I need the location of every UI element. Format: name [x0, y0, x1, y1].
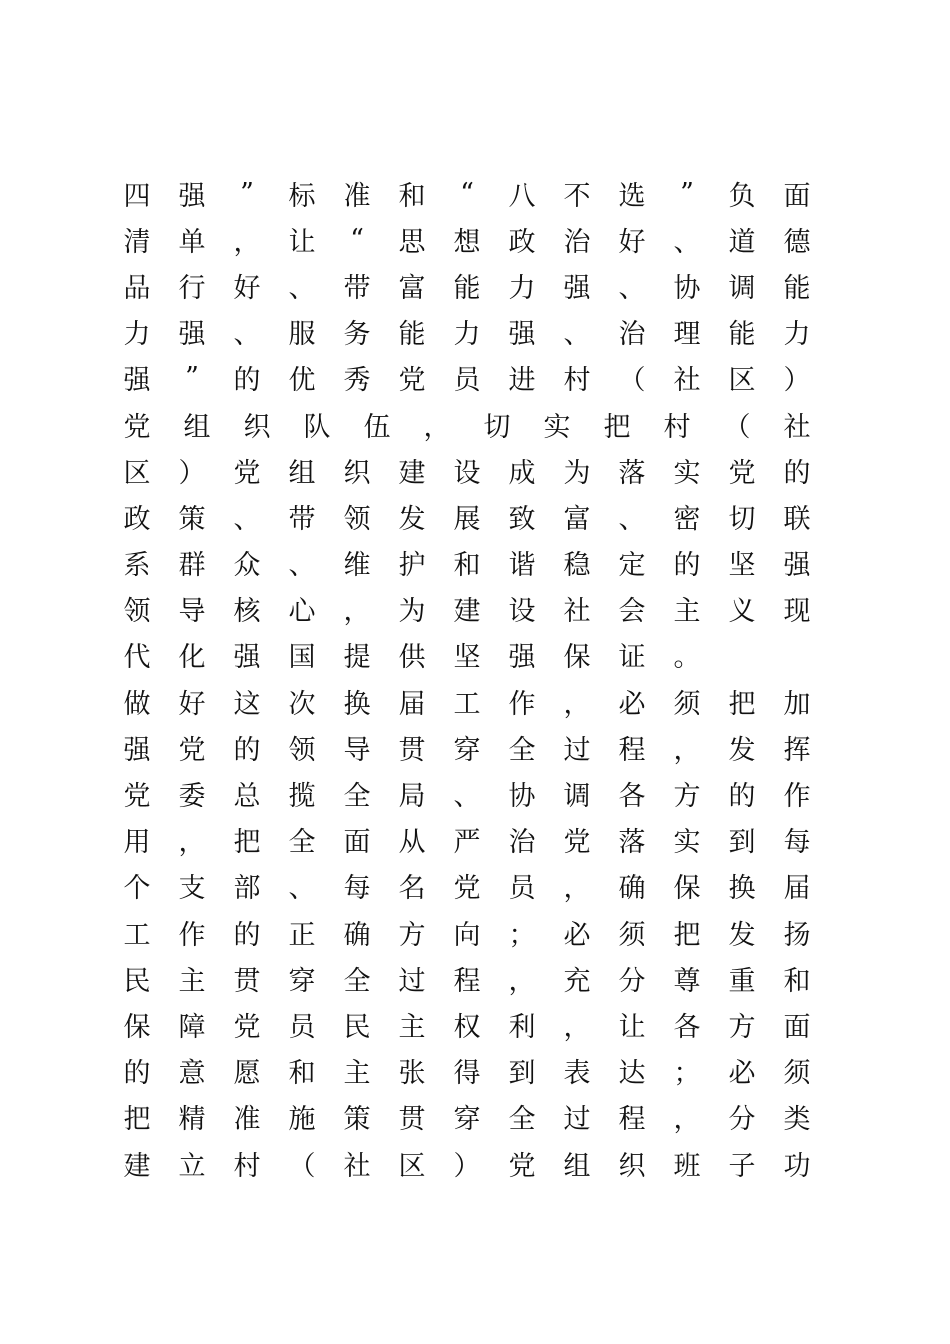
text-line: 代 化 强 国 提 供 坚 强 保 证 。	[123, 642, 701, 674]
text-line: 党 组 织 队 伍 ， 切 实 把 村 （ 社	[123, 411, 811, 443]
text-line: 党 委 总 揽 全 局 、 协 调 各 方 的 作	[123, 781, 811, 813]
text-line: 领 导 核 心 ， 为 建 设 社 会 主 义 现	[123, 596, 811, 628]
text-line: 用 ， 把 全 面 从 严 治 党 落 实 到 每	[123, 827, 811, 859]
text-line: 个 支 部 、 每 名 党 员 ， 确 保 换 届	[123, 873, 811, 905]
text-line: 清 单 ， 让 “ 思 想 政 治 好 、 道 德	[123, 223, 811, 258]
text-line: 力 强 、 服 务 能 力 强 、 治 理 能 力	[123, 319, 811, 351]
text-line: 品 行 好 、 带 富 能 力 强 、 协 调 能	[123, 272, 811, 304]
text-line: 做 好 这 次 换 届 工 作 ， 必 须 把 加	[123, 688, 811, 720]
text-line: 政 策 、 带 领 发 展 致 富 、 密 切 联	[123, 503, 811, 535]
text-line: 区 ） 党 组 织 建 设 成 为 落 实 党 的	[123, 457, 811, 489]
text-line: 强 党 的 领 导 贯 穿 全 过 程 ， 发 挥	[123, 734, 811, 766]
body-text	[122, 170, 812, 1186]
text-line: 保 障 党 员 民 主 权 利 ， 让 各 方 面	[123, 1011, 811, 1043]
text-line: 建 立 村 （ 社 区 ） 党 组 织 班 子 功	[123, 1150, 811, 1182]
text-line: 的 意 愿 和 主 张 得 到 表 达 ； 必 须	[123, 1058, 811, 1090]
text-line: 四 强 ” 标 准 和 “ 八 不 选 ” 负 面	[123, 177, 811, 212]
text-line: 把 精 准 施 策 贯 穿 全 过 程 ， 分 类	[123, 1104, 811, 1136]
text-line: 强 ” 的 优 秀 党 员 进 村 （ 社 区 ）	[123, 362, 811, 397]
text-line: 工 作 的 正 确 方 向 ； 必 须 把 发 扬	[123, 919, 811, 951]
text-line: 民 主 贯 穿 全 过 程 ， 充 分 尊 重 和	[123, 965, 811, 997]
text-line: 系 群 众 、 维 护 和 谐 稳 定 的 坚 强	[123, 550, 811, 582]
